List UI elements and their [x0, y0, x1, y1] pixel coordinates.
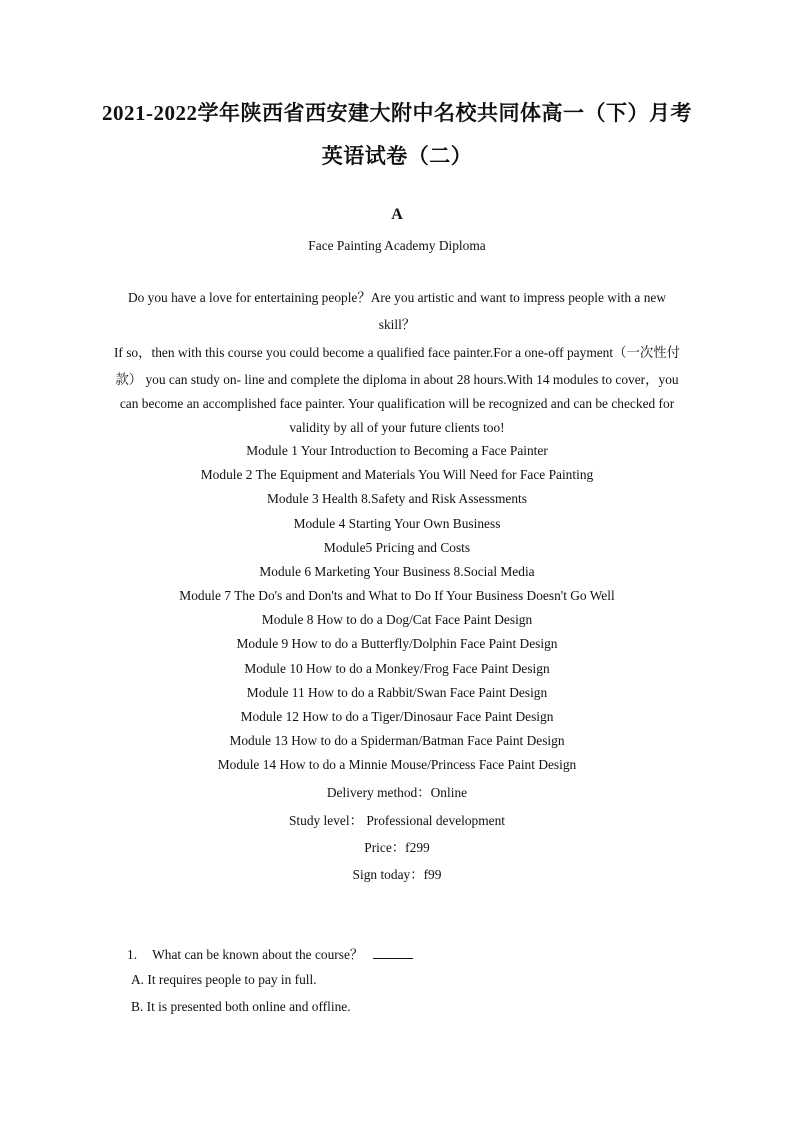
- option-label: A.: [131, 972, 145, 987]
- module-item: Module 7 The Do's and Don'ts and What to Do If Your Business Doesn't Go Well: [179, 588, 615, 603]
- module-item: Module 13 How to do a Spiderman/Batman Face Paint Design: [229, 733, 565, 748]
- module-item: Module 11 How to do a Rabbit/Swan Face Paint Design: [246, 685, 548, 700]
- question-number: 1.: [127, 947, 138, 962]
- exam-title-line-2: 英语试卷（二）: [321, 144, 473, 168]
- exam-title-line-1: 2021-2022学年陕西省西安建大附中名校共同体高一（下）月考: [102, 101, 692, 125]
- option-text: It is presented both online and offline.: [146, 999, 351, 1014]
- module-item: Module 4 Starting Your Own Business: [293, 516, 501, 531]
- option-text: It requires people to pay in full.: [147, 972, 317, 987]
- intro-line: If so，then with this course you could become a qualified face painter.For a one-off payment（一次性付: [113, 345, 681, 360]
- module-item: Module 14 How to do a Minnie Mouse/Princess Face Paint Design: [217, 757, 577, 772]
- intro-line: validity by all of your future clients too!: [289, 420, 505, 435]
- module-item: Module 1 Your Introduction to Becoming a Face Painter: [246, 443, 548, 458]
- answer-blank[interactable]: [373, 946, 413, 959]
- intro-line: Do you have a love for entertaining people？Are you artistic and want to impress people with a new: [127, 290, 667, 305]
- price: Price：f299: [364, 840, 430, 855]
- module-item: Module 12 How to do a Tiger/Dinosaur Face Paint Design: [240, 709, 554, 724]
- module-item: Module 2 The Equipment and Materials You Will Need for Face Painting: [200, 467, 594, 482]
- module-item: Module 3 Health 8.Safety and Risk Assessments: [267, 491, 527, 506]
- sign-today-price: Sign today：f99: [352, 867, 442, 882]
- module-item: Module5 Pricing and Costs: [323, 540, 471, 555]
- passage-heading: Face Painting Academy Diploma: [308, 238, 486, 253]
- module-item: Module 9 How to do a Butterfly/Dolphin Face Paint Design: [236, 636, 558, 651]
- option-label: B.: [131, 999, 144, 1014]
- question-1: [127, 944, 413, 963]
- module-item: Module 6 Marketing Your Business 8.Social Media: [259, 564, 535, 579]
- intro-line: skill？: [378, 317, 416, 332]
- option-a[interactable]: [131, 972, 317, 988]
- intro-line: 款） you can study on- line and complete the diploma in about 28 hours.With 14 modules to cover，you: [115, 372, 679, 387]
- study-level: Study level： Professional development: [288, 813, 506, 828]
- question-text: What can be known about the course？: [152, 947, 364, 962]
- module-item: Module 10 How to do a Monkey/Frog Face Paint Design: [244, 661, 550, 676]
- section-letter: A: [391, 206, 403, 223]
- delivery-method: Delivery method：Online: [326, 785, 468, 800]
- module-item: Module 8 How to do a Dog/Cat Face Paint Design: [261, 612, 533, 627]
- option-b[interactable]: [131, 999, 351, 1015]
- intro-line: can become an accomplished face painter. Your qualification will be recognized and can be checked for: [119, 396, 675, 411]
